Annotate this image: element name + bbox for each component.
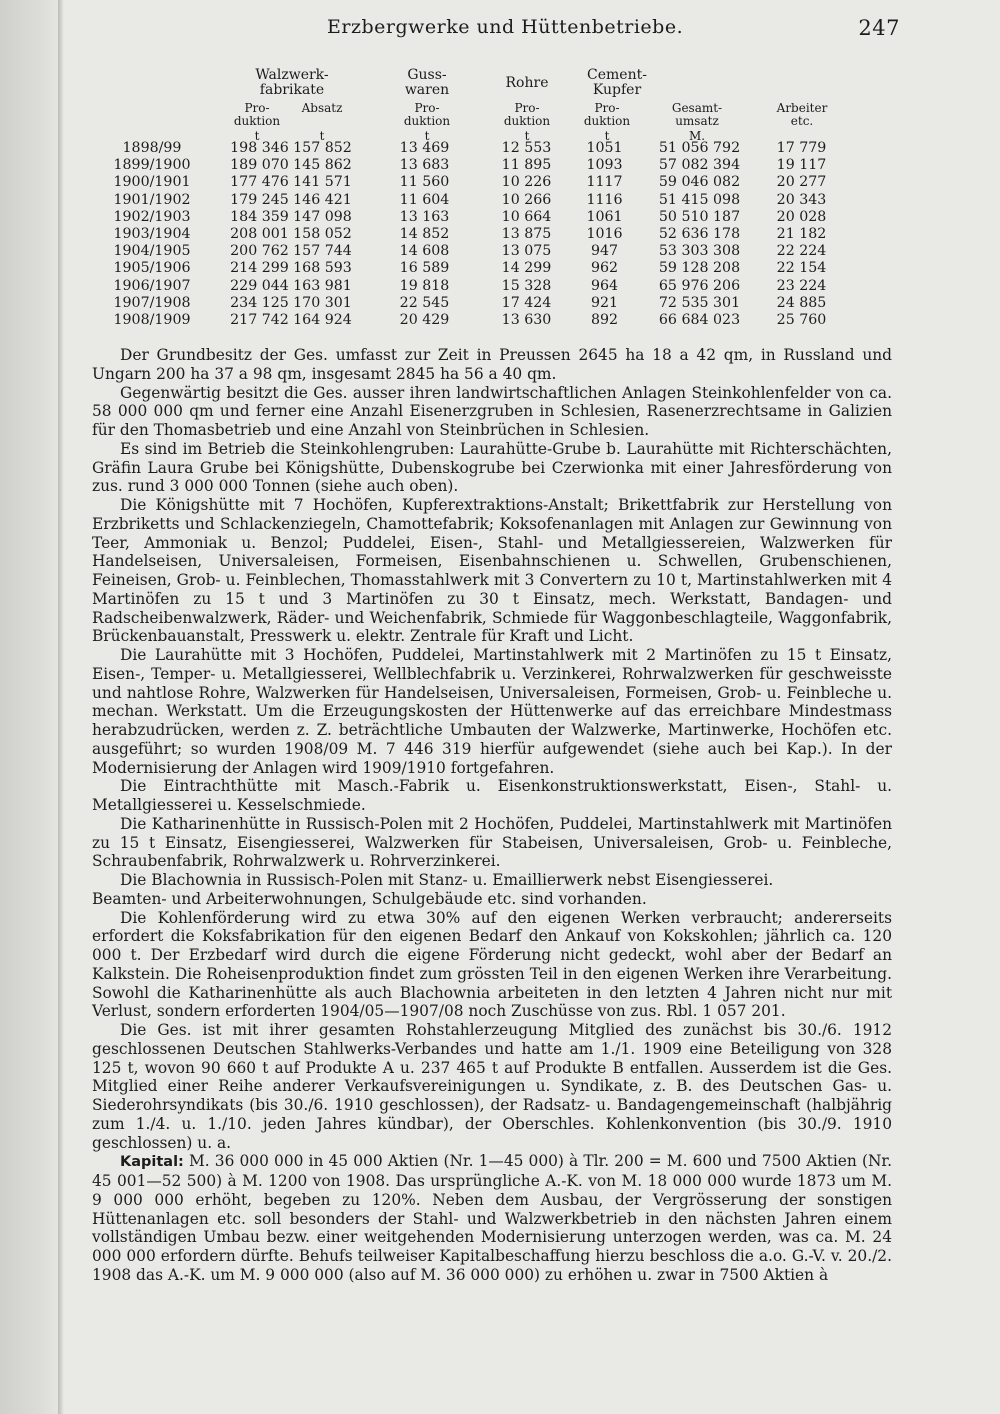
gesamtumsatz-cell: 52 636 178: [658, 225, 741, 242]
gutter-shadow: [58, 0, 64, 1414]
cement-produktion-cell: 1093: [586, 157, 623, 174]
kapital-text: M. 36 000 000 in 45 000 Aktien (Nr. 1—45 000) à Tlr. 200 = M. 600 und 7500 Aktien (Nr. 45 001—52 500) à M. 1200 von 1908. Das ursprüngliche A.-K. von M. 18 000 000 wurde 1873 um M. 9 000 000 erhöht, begeben zu 120%. Neben dem Ausbau, der Vergrösserung der sonstigen Hüttenanlagen etc. soll besonders der Stahl- und Walzwerkbetrieb in den nächsten Jahren einem vollständigen Umbau bezw. einer weitgehenden Modernisierung unterzogen werden, was ca. M. 24 000 000 erfordern dürfte. Behufs teilweiser Kapitalbeschaffung hierzu beschloss die a.o. G.-V. v. 20./2. 1908 das A.-K. um M. 9 000 000 (also auf M. 36 000 000) zu erhöhen u. zwar in 7500 Aktien à: [92, 1152, 892, 1284]
unit-walzwerk-produktion: t: [254, 129, 260, 143]
document-page: [92, 0, 900, 1414]
arbeiter-cell: 25 760: [776, 311, 827, 328]
gesamtumsatz-cell: 66 684 023: [658, 311, 741, 328]
arbeiter-cell: 19 117: [776, 157, 827, 174]
cement-produktion-cell: 962: [590, 260, 619, 277]
table-row: [92, 312, 892, 329]
cement-produktion-cell: 964: [590, 277, 619, 294]
gesamtumsatz-cell: 65 976 206: [658, 277, 741, 294]
arbeiter-cell: 17 779: [776, 140, 827, 156]
gesamtumsatz-cell: 72 535 301: [658, 294, 741, 311]
paragraph: Beamten- und Arbeiterwohnungen, Schulgebäude etc. sind vorhanden.: [92, 889, 647, 908]
walzwerk-absatz-cell: 158 052: [293, 225, 352, 242]
production-table: [92, 140, 892, 329]
unit-gesamtumsatz: M.: [688, 129, 706, 143]
gesamtumsatz-cell: 50 510 187: [658, 208, 741, 225]
paragraph: Die Königshütte mit 7 Hochöfen, Kupferextraktions-Anstalt; Brikettfabrik zur Herstellung von Erzbriketts und Schlackenziegeln, Chamottefabrik; Koksofenanlagen mit Anlagen zur Gewinnung von Teer, Ammoniak u. Benzol; Puddelei, Eisen-, Stahl- und Metallgiessereien, Walzwerken für Handelseisen, Universaleisen, Formeisen, Eisenbahnschienen u. Schwellen, Grubenschienen, Feineisen, Grob- u. Feinblechen, Thomasstahlwerk mit 3 Convertern zu 10 t, Martinstahlwerken mit 4 Martinöfen zu 15 t und 3 Martinöfen zu 30 t Einsatz, mech. Werkstatt, Bandagen- und Radscheibenwalzwerk, Räder- und Weichenfabrik, Schmiede für Waggonbeschlagteile, Waggonfabrik, Brückenbauanstalt, Presswerk u. elektr. Zentrale für Kraft und Licht.: [92, 496, 892, 646]
unit-guss-produktion: t: [424, 129, 430, 143]
walzwerk-absatz-cell: 163 981: [293, 277, 352, 294]
cement-produktion-cell: 921: [590, 294, 619, 311]
walzwerk-produktion-cell: 217 742: [230, 311, 289, 328]
year-cell: 1903/1904: [113, 225, 191, 242]
rohre-produktion-cell: 10 226: [501, 174, 552, 191]
table-row: [92, 174, 892, 191]
year-cell: 1900/1901: [113, 174, 191, 191]
walzwerk-absatz-cell: 164 924: [293, 311, 352, 328]
walzwerk-absatz-cell: 147 098: [293, 208, 352, 225]
gesamtumsatz-cell: 53 303 308: [658, 243, 741, 260]
rohre-produktion-cell: 17 424: [501, 294, 552, 311]
cement-produktion-cell: 1061: [586, 208, 623, 225]
header-rohre: Rohre: [505, 75, 549, 91]
table-row: [92, 226, 892, 243]
rohre-produktion-cell: 10 664: [501, 208, 552, 225]
table-row: [92, 278, 892, 295]
walzwerk-produktion-cell: 234 125: [230, 294, 289, 311]
table-row: [92, 260, 892, 277]
rohre-produktion-cell: 12 553: [501, 140, 552, 156]
paragraph: Gegenwärtig besitzt die Ges. ausser ihren landwirtschaftlichen Anlagen Steinkohlenfelder von ca. 58 000 000 qm und ferner eine Anzahl Eisenerzgruben in Schlesien, Rasenerzrechtsame in Galizien für den Thomasbetrieb und eine Anzahl von Steinbrüchen in Schlesien.: [92, 383, 892, 439]
paragraph: Die Eintrachthütte mit Masch.-Fabrik u. Eisenkonstruktionswerkstatt, Eisen-, Stahl- u. Metallgiesserei u. Kesselschmiede.: [92, 777, 892, 814]
year-cell: 1902/1903: [113, 208, 191, 225]
table-row: [92, 243, 892, 260]
cement-produktion-cell: 892: [590, 311, 619, 328]
year-cell: 1898/99: [122, 140, 182, 156]
walzwerk-absatz-cell: 168 593: [293, 260, 352, 277]
arbeiter-cell: 23 224: [776, 277, 827, 294]
page-number: 247: [858, 16, 900, 40]
year-cell: 1904/1905: [113, 243, 191, 260]
guss-produktion-cell: 20 429: [399, 311, 450, 328]
rohre-produktion-cell: 14 299: [501, 260, 552, 277]
header-cement-kupfer: Cement- Kupfer: [587, 67, 647, 98]
arbeiter-cell: 20 028: [776, 208, 827, 225]
guss-produktion-cell: 14 608: [399, 243, 450, 260]
table-row: [92, 192, 892, 209]
guss-produktion-cell: 11 604: [399, 191, 450, 208]
paragraph: Es sind im Betrieb die Steinkohlengruben: Laurahütte-Grube b. Laurahütte mit Richterschächten, Gräfin Laura Grube bei Königshütte, Dubenskogrube bei Czerwionka mit einer Jahresförderung von zus. rund 3 000 000 Tonnen (siehe auch oben).: [92, 439, 892, 496]
walzwerk-absatz-cell: 146 421: [293, 191, 352, 208]
running-title: Erzbergwerke und Hüttenbetriebe.: [327, 16, 684, 38]
walzwerk-absatz-cell: 170 301: [293, 294, 352, 311]
paragraph: Der Grundbesitz der Ges. umfasst zur Zeit in Preussen 2645 ha 18 a 42 qm, in Russland und Ungarn 200 ha 37 a 98 qm, insgesamt 2845 ha 56 a 40 qm.: [92, 346, 892, 383]
arbeiter-cell: 22 224: [776, 243, 827, 260]
table-row: [92, 209, 892, 226]
unit-cement-produktion: t: [604, 129, 610, 143]
guss-produktion-cell: 11 560: [399, 174, 450, 191]
walzwerk-absatz-cell: 141 571: [293, 174, 352, 191]
rohre-produktion-cell: 13 075: [501, 243, 552, 260]
page-header: [92, 16, 900, 46]
table-row: [92, 157, 892, 174]
header-gusswaren: Guss- waren: [404, 67, 450, 98]
table-column-headers: [92, 68, 892, 150]
walzwerk-produktion-cell: 200 762: [230, 243, 289, 260]
table-row: [92, 140, 892, 157]
table-row: [92, 295, 892, 312]
arbeiter-cell: 21 182: [776, 225, 827, 242]
walzwerk-produktion-cell: 184 359: [230, 208, 289, 225]
rohre-produktion-cell: 13 875: [501, 225, 552, 242]
walzwerk-produktion-cell: 214 299: [230, 260, 289, 277]
kapital-label: Kapital:: [120, 1154, 184, 1171]
year-cell: 1907/1908: [113, 294, 191, 311]
gesamtumsatz-cell: 59 046 082: [658, 174, 741, 191]
kapital-paragraph: [92, 1152, 892, 1284]
page-gutter: [0, 0, 62, 1414]
arbeiter-cell: 24 885: [776, 294, 827, 311]
arbeiter-cell: 22 154: [776, 260, 827, 277]
paragraph: Die Blachownia in Russisch-Polen mit Stanz- u. Emaillierwerk nebst Eisengiesserei.: [120, 871, 774, 889]
walzwerk-produktion-cell: 198 346: [230, 140, 289, 156]
walzwerk-absatz-cell: 157 852: [293, 140, 352, 156]
paragraph: Die Katharinenhütte in Russisch-Polen mit 2 Hochöfen, Puddelei, Martinstahlwerk mit Martinöfen zu 15 t Einsatz, Eisengiesserei, Walzwerken für Stabeisen, Universaleisen, Grob- u. Feinbleche, Schraubenfabrik, Rohrwalzwerk u. Rohrverzinkerei.: [92, 814, 892, 871]
guss-produktion-cell: 19 818: [399, 277, 450, 294]
walzwerk-produktion-cell: 179 245: [230, 191, 289, 208]
walzwerk-produktion-cell: 229 044: [230, 277, 289, 294]
subheader-gesamtumsatz: Gesamt- umsatz: [671, 101, 723, 128]
year-cell: 1908/1909: [113, 311, 191, 328]
paragraph: Die Laurahütte mit 3 Hochöfen, Puddelei, Martinstahlwerk mit 2 Martinöfen zu 15 t Einsatz, Eisen-, Temper- u. Metallgiesserei, Wellblechfabrik u. Verzinkerei, Rohrwalzwerken für geschweisste und nahtlose Rohre, Walzwerken für Handelseisen, Universaleisen, Formeisen, Grob- u. Feinbleche u. mechan. Werkstatt. Um die Erzeugungskosten der Hüttenwerke auf das erreichbare Mindestmass herabzudrücken, werden z. Z. beträchtliche Umbauten der Walzwerke, Martinwerke, Hochöfen etc. ausgeführt; so wurden 1908/09 M. 7 446 319 hierfür aufgewendet (siehe auch bei Kap.). In der Modernisierung der Anlagen wird 1909/1910 fortgefahren.: [92, 646, 892, 777]
unit-walzwerk-absatz: t: [319, 129, 325, 143]
rohre-produktion-cell: 11 895: [501, 157, 552, 174]
guss-produktion-cell: 13 469: [399, 140, 450, 156]
rohre-produktion-cell: 13 630: [501, 311, 552, 328]
walzwerk-absatz-cell: 157 744: [293, 243, 352, 260]
body-text: [92, 346, 892, 1285]
subheader-rohre-produktion: Pro- duktion: [503, 101, 551, 128]
walzwerk-produktion-cell: 189 070: [230, 157, 289, 174]
subheader-cement-produktion: Pro- duktion: [583, 101, 631, 128]
arbeiter-cell: 20 277: [776, 174, 827, 191]
walzwerk-produktion-cell: 177 476: [230, 174, 289, 191]
paragraph: Die Kohlenförderung wird zu etwa 30% auf den eigenen Werken verbraucht; andererseits erfordert die Koksfabrikation für den eigenen Bedarf den Ankauf von Kokskohlen; jährlich ca. 120 000 t. Der Erzbedarf wird durch die eigene Förderung nicht gedeckt, wohl aber der Bedarf an Kalkstein. Die Roheisenproduktion findet zum grössten Teil in den eigenen Werken ihre Verarbeitung. Sowohl die Katharinenhütte als auch Blachownia arbeiteten in den letzten 4 Jahren nicht nur mit Verlust, sondern erforderten 1904/05—1907/08 noch Zuschüsse von zus. Rbl. 1 057 201.: [92, 908, 892, 1021]
paragraph: Die Ges. ist mit ihrer gesamten Rohstahlerzeugung Mitglied des zunächst bis 30./6. 1912 geschlossenen Deutschen Stahlwerks-Verbandes und hatte am 1./1. 1909 eine Beteiligung von 328 125 t, wovon 90 660 t auf Produkte A u. 237 465 t auf Produkte B entfallen. Ausserdem ist die Ges. Mitglied einer Reihe anderer Verkaufsvereinigungen u. Syndikate, z. B. des Deutschen Gas- u. Siederohrsyndikats (bis 30./6. 1910 geschlossen), der Radsatz- u. Bandagengemeinschaft (halbjährig zum 1./4. u. 1./10. jeden Jahres kündbar), der Oberschles. Kohlenkonvention (bis 30./9. 1910 geschlossen) u. a.: [92, 1021, 892, 1152]
walzwerk-absatz-cell: 145 862: [293, 157, 352, 174]
arbeiter-cell: 20 343: [776, 191, 827, 208]
cement-produktion-cell: 947: [590, 243, 619, 260]
year-cell: 1906/1907: [113, 277, 191, 294]
gesamtumsatz-cell: 51 415 098: [658, 191, 741, 208]
gesamtumsatz-cell: 57 082 394: [658, 157, 741, 174]
year-cell: 1905/1906: [113, 260, 191, 277]
cement-produktion-cell: 1051: [586, 140, 623, 156]
year-cell: 1901/1902: [113, 191, 191, 208]
subheader-arbeiter: Arbeiter etc.: [776, 101, 828, 128]
subheader-guss-produktion: Pro- duktion: [403, 101, 451, 128]
guss-produktion-cell: 14 852: [399, 225, 450, 242]
gesamtumsatz-cell: 59 128 208: [658, 260, 741, 277]
gesamtumsatz-cell: 51 056 792: [658, 140, 741, 156]
rohre-produktion-cell: 15 328: [501, 277, 552, 294]
guss-produktion-cell: 16 589: [399, 260, 450, 277]
unit-rohre-produktion: t: [524, 129, 530, 143]
subheader-walzwerk-produktion: Pro- duktion: [233, 101, 281, 128]
rohre-produktion-cell: 10 266: [501, 191, 552, 208]
cement-produktion-cell: 1016: [586, 225, 623, 242]
guss-produktion-cell: 22 545: [399, 294, 450, 311]
guss-produktion-cell: 13 163: [399, 208, 450, 225]
header-walzwerkfabrikate: Walzwerk- fabrikate: [255, 67, 329, 98]
year-cell: 1899/1900: [113, 157, 191, 174]
cement-produktion-cell: 1116: [586, 191, 623, 208]
walzwerk-produktion-cell: 208 001: [230, 225, 289, 242]
guss-produktion-cell: 13 683: [399, 157, 450, 174]
subheader-walzwerk-absatz: Absatz: [301, 101, 343, 115]
cement-produktion-cell: 1117: [586, 174, 623, 191]
